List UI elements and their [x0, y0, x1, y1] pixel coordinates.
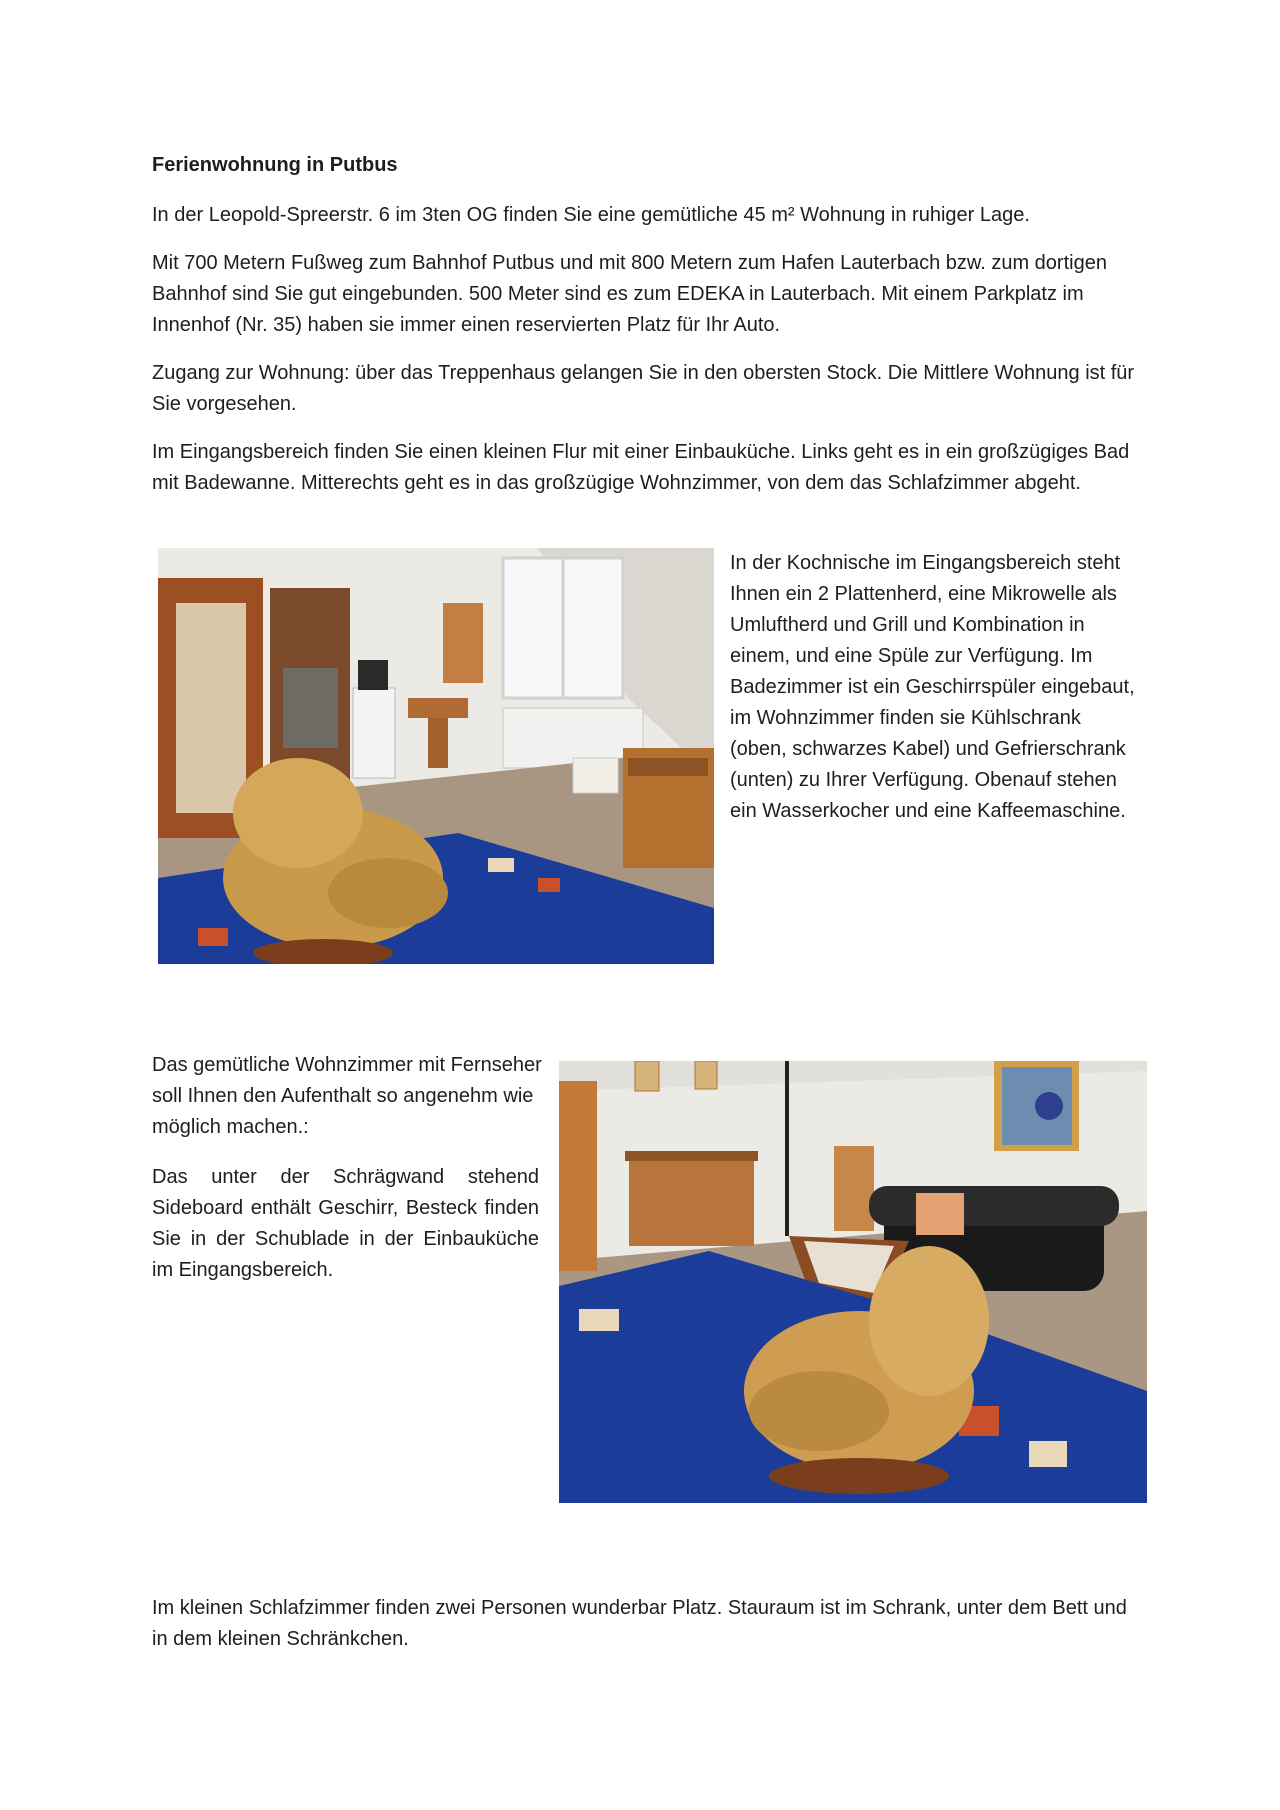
- living-room-intro: Das gemütliche Wohnzimmer mit Fernseher soll Ihnen den Aufenthalt so angenehm wie möglich machen.:: [152, 1054, 542, 1138]
- paragraph-entrance: Im Eingangsbereich finden Sie einen kleinen Flur mit einer Einbauküche. Links geht es in ein großzügiges Bad mit Badewanne. Mitterechts geht es in das großzügige Wohnzimmer, von dem das Schlafzimmer abgeht.: [152, 441, 1130, 494]
- paragraph-location: In der Leopold-Spreerstr. 6 im 3ten OG finden Sie eine gemütliche 45 m² Wohnung in ruhiger Lage.: [152, 204, 1030, 226]
- entrance-photo: [158, 548, 714, 964]
- kitchen-description: In der Kochnische im Eingangsbereich steht Ihnen ein 2 Plattenherd, eine Mikrowelle als Umluftherd und Grill und Kombination in einem, und eine Spüle zur Verfügung. Im Badezimmer ist ein Geschirrspüler eingebaut, im Wohnzimmer finden sie Kühlschrank (oben, schwarzes Kabel) und Gefrierschrank (unten) zu Ihrer Verfügung. Obenauf stehen ein Wasserkocher und eine Kaffeemaschine.: [730, 552, 1135, 822]
- page-title: Ferienwohnung in Putbus: [152, 154, 398, 176]
- paragraph-transport: Mit 700 Metern Fußweg zum Bahnhof Putbus und mit 800 Metern zum Hafen Lauterbach bzw. zum dortigen Bahnhof sind Sie gut eingebunden. 500 Meter sind es zum EDEKA in Lauterbach. Mit einem Parkplatz im Innenhof (Nr. 35) haben sie immer einen reservierten Platz für Ihr Auto.: [152, 252, 1107, 336]
- living-room-photo: [559, 1061, 1147, 1503]
- paragraph-access: Zugang zur Wohnung: über das Treppenhaus gelangen Sie in den obersten Stock. Die Mittlere Wohnung ist für Sie vorgesehen.: [152, 362, 1135, 415]
- living-room-sideboard: Das unter der Schrägwand stehend Sideboard enthält Geschirr, Besteck finden Sie in der Schublade in der Einbauküche im Eingangsbereich.: [152, 1166, 539, 1281]
- paragraph-bedroom: Im kleinen Schlafzimmer finden zwei Personen wunderbar Platz. Stauraum ist im Schrank, unter dem Bett und in dem kleinen Schränkchen.: [152, 1597, 1127, 1650]
